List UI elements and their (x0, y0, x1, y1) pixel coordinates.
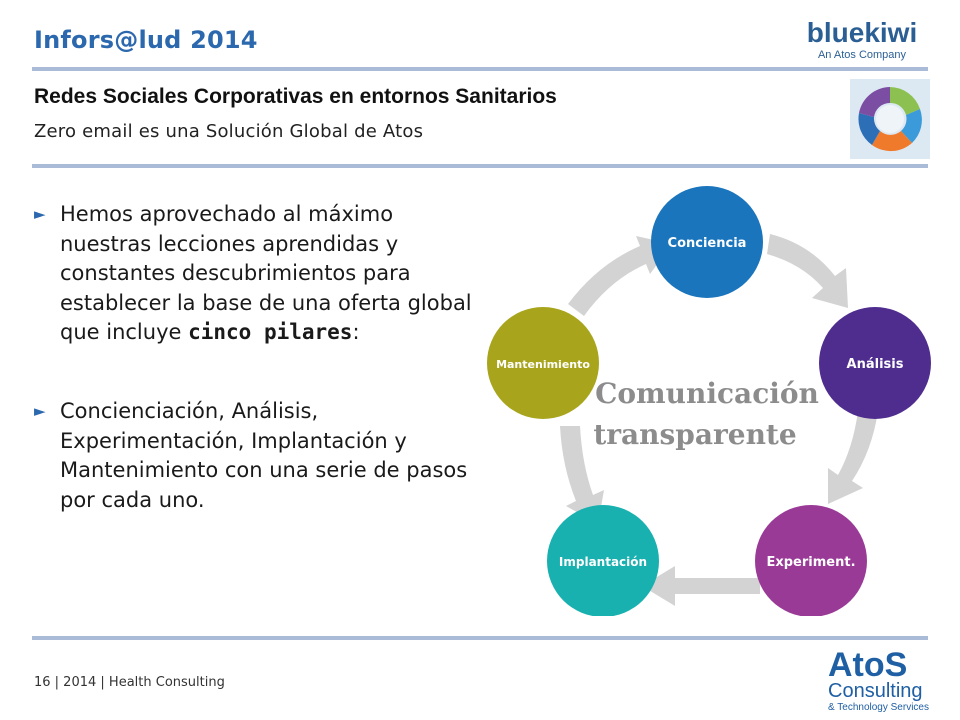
node-label: Conciencia (667, 236, 747, 251)
bullet-emphasis: cinco pilares (188, 320, 353, 344)
slide-subheading: Zero email es una Solución Global de Atos (34, 121, 424, 142)
bullet-item (34, 200, 484, 348)
bullet-list (34, 200, 484, 540)
footer-text: 16 | 2014 | Health Consulting (34, 675, 225, 690)
bullet-text: Concienciación, Análisis, Experimentación, Implantación y Mantenimiento con una serie de pasos por cada uno. (60, 399, 468, 512)
bullet-text: Hemos aprovechado al máximo nuestras lecciones aprendidas y constantes descubrimientos para establecer la base de una oferta global que incluye cinco pilares: (60, 202, 472, 344)
atos-consulting-logo (826, 646, 936, 714)
bluekiwi-logo (792, 16, 932, 66)
node-label: Experiment. (766, 555, 856, 570)
bullet-arrow-icon: ► (34, 402, 46, 420)
node-label: Implantación (558, 555, 648, 569)
event-title: Infors@lud 2014 (34, 26, 258, 54)
atos-line2: & Technology Services (828, 702, 929, 713)
brand-name: bluekiwi (806, 17, 918, 48)
slide-heading: Redes Sociales Corporativas en entornos Sanitarios (34, 85, 557, 108)
atos-line1: Consulting (828, 680, 923, 702)
center-title-line1: Comunicación (595, 377, 819, 410)
footer-rule (32, 636, 928, 640)
center-title-line2: transparente (593, 418, 797, 451)
brand-tagline: An Atos Company (817, 49, 907, 61)
pillars-cycle-diagram (480, 186, 950, 616)
pillars-cycle-thumbnail (850, 79, 930, 159)
subheader-rule (32, 164, 928, 168)
node-label: Análisis (846, 357, 904, 372)
atos-wordmark: AtoS (828, 646, 908, 684)
bullet-arrow-icon: ► (34, 205, 46, 223)
header-rule (32, 67, 928, 71)
node-label: Mantenimiento (496, 358, 590, 371)
bullet-item (34, 397, 484, 515)
